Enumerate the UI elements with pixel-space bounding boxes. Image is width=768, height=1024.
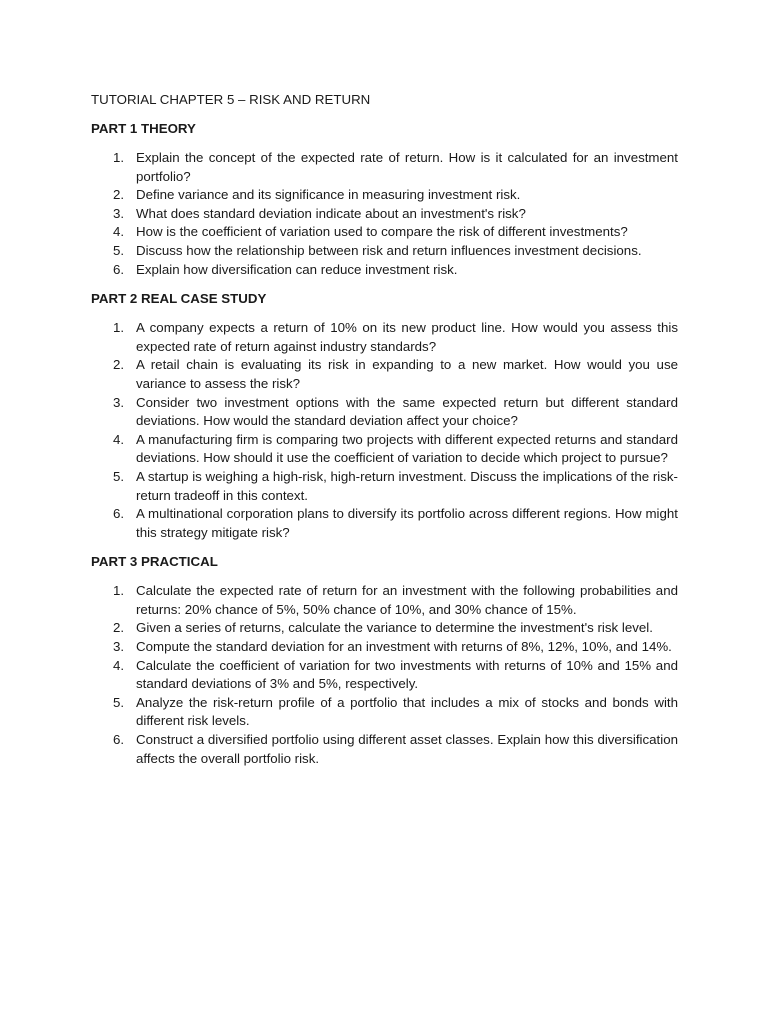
question-item (91, 223, 678, 242)
question-text: Explain the concept of the expected rate of return. How is it calculated for an investment portfolio? (136, 150, 678, 184)
question-number: 1. (113, 150, 125, 165)
question-number: 4. (113, 224, 125, 240)
question-item (91, 468, 678, 505)
question-text: A retail chain is evaluating its risk in expanding to a new market. How would you use variance to assess the risk? (136, 357, 678, 391)
question-item (91, 731, 678, 768)
document-title: TUTORIAL CHAPTER 5 – RISK AND RETURN (91, 92, 371, 107)
question-item (91, 657, 678, 694)
question-text: Compute the standard deviation for an investment with returns of 8%, 12%, 10%, and 14%. (136, 639, 672, 655)
question-text: A multinational corporation plans to diversify its portfolio across different regions. How might this strategy mitigate risk? (136, 506, 678, 540)
question-text: A company expects a return of 10% on its new product line. How would you assess this expected rate of return against industry standards? (136, 320, 678, 354)
document-page (91, 91, 678, 768)
question-text: How is the coefficient of variation used to compare the risk of different investments? (136, 224, 628, 240)
question-number: 5. (113, 468, 125, 484)
question-text: Define variance and its significance in measuring investment risk. (136, 187, 521, 203)
question-item (91, 205, 678, 224)
question-item (91, 505, 678, 542)
question-list (91, 582, 678, 768)
question-text: Construct a diversified portfolio using different asset classes. Explain how this diversification affects the overall portfolio risk. (136, 732, 678, 766)
question-number: 5. (113, 242, 125, 258)
question-item (91, 242, 678, 261)
question-item (91, 356, 678, 393)
question-number: 2. (113, 620, 125, 636)
question-number: 2. (113, 187, 125, 203)
question-number: 5. (113, 694, 125, 710)
question-text: Given a series of returns, calculate the variance to determine the investment's risk level. (136, 620, 653, 636)
question-text: Explain how diversification can reduce investment risk. (136, 261, 458, 277)
question-number: 3. (113, 639, 125, 655)
question-text: Calculate the coefficient of variation for two investments with returns of 10% and 15% and standard deviations of 3% and 5%, respectively. (136, 657, 678, 692)
question-text: Discuss how the relationship between risk and return influences investment decisions. (136, 242, 642, 258)
question-item (91, 149, 678, 186)
question-item (91, 619, 678, 638)
question-item (91, 694, 678, 731)
question-number: 6. (113, 261, 125, 277)
question-text: Consider two investment options with the same expected return but different standard deviations. How would the standard deviation affect your choice? (136, 394, 678, 429)
section-heading: PART 1 THEORY (91, 121, 196, 136)
question-list (91, 149, 678, 279)
question-number: 3. (113, 205, 125, 221)
question-item (91, 394, 678, 431)
question-text: Calculate the expected rate of return for an investment with the following probabilities and returns: 20% chance of 5%, 50% chance of 10%, and 30% chance of 15%. (136, 583, 678, 617)
question-text: What does standard deviation indicate about an investment's risk? (136, 205, 526, 221)
question-number: 2. (113, 357, 125, 373)
question-item (91, 186, 678, 205)
question-item (91, 319, 678, 356)
question-number: 6. (113, 732, 125, 748)
question-item (91, 261, 678, 280)
question-text: A manufacturing firm is comparing two projects with different expected returns and standard deviations. How should it use the coefficient of variation to decide which project to pursue? (136, 431, 678, 466)
question-number: 1. (113, 583, 125, 599)
question-number: 4. (113, 431, 125, 447)
question-item (91, 431, 678, 468)
question-item (91, 638, 678, 657)
section-heading: PART 2 REAL CASE STUDY (91, 291, 267, 307)
question-text: A startup is weighing a high-risk, high-return investment. Discuss the implications of the risk-return tradeoff in this context. (136, 468, 678, 503)
question-number: 1. (113, 320, 125, 336)
question-list (91, 319, 678, 542)
section-heading: PART 3 PRACTICAL (91, 554, 218, 570)
question-text: Analyze the risk-return profile of a portfolio that includes a mix of stocks and bonds with different risk levels. (136, 694, 678, 729)
question-number: 4. (113, 657, 125, 673)
question-number: 3. (113, 394, 125, 410)
question-item (91, 582, 678, 619)
question-number: 6. (113, 506, 125, 522)
sections-container (91, 120, 678, 768)
